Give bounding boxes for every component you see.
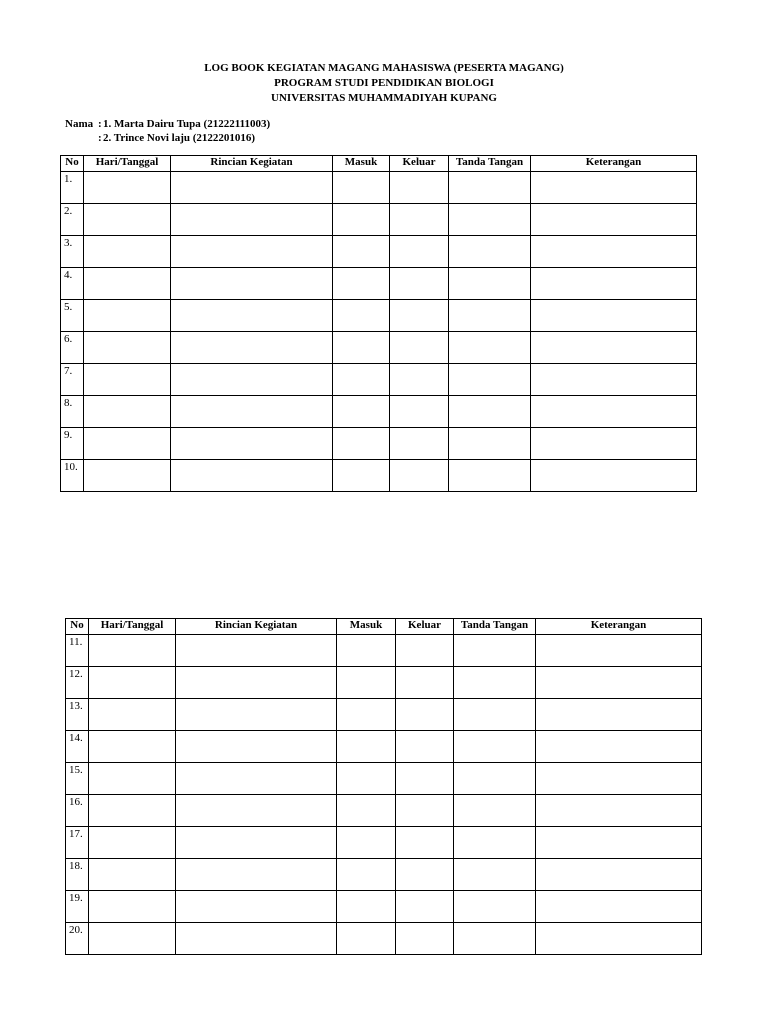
logbook-table-2 [65, 618, 702, 955]
table-row [61, 364, 697, 396]
cell-out [390, 364, 449, 396]
table-row [61, 332, 697, 364]
cell-activity [176, 635, 337, 667]
row-number: 11. [66, 635, 89, 667]
table-header-row [61, 156, 697, 172]
cell-in [333, 396, 390, 428]
cell-date [84, 428, 171, 460]
cell-activity [176, 763, 337, 795]
col-header-in: Masuk [333, 156, 390, 172]
cell-in [337, 923, 396, 955]
col-header-out: Keluar [396, 619, 454, 635]
cell-activity [176, 923, 337, 955]
cell-out [396, 891, 454, 923]
col-header-activity: Rincian Kegiatan [176, 619, 337, 635]
cell-date [89, 731, 176, 763]
row-number: 6. [61, 332, 84, 364]
cell-activity [171, 428, 333, 460]
table-row [61, 460, 697, 492]
cell-in [333, 172, 390, 204]
col-header-date: Hari/Tanggal [89, 619, 176, 635]
table-row [61, 268, 697, 300]
student-line-1 [65, 117, 270, 131]
cell-in [337, 699, 396, 731]
cell-notes [536, 731, 702, 763]
cell-in [333, 428, 390, 460]
cell-signature [454, 795, 536, 827]
cell-signature [454, 827, 536, 859]
cell-out [396, 667, 454, 699]
cell-signature [454, 763, 536, 795]
cell-in [333, 204, 390, 236]
header-program: PROGRAM STUDI PENDIDIKAN BIOLOGI [274, 77, 494, 89]
cell-signature [449, 268, 531, 300]
nama-label: Nama [65, 118, 94, 130]
cell-activity [176, 795, 337, 827]
row-number: 20. [66, 923, 89, 955]
cell-notes [531, 332, 697, 364]
cell-activity [176, 891, 337, 923]
cell-out [396, 763, 454, 795]
cell-date [84, 236, 171, 268]
cell-date [89, 795, 176, 827]
table-row [66, 827, 702, 859]
cell-in [333, 236, 390, 268]
cell-activity [171, 332, 333, 364]
cell-activity [171, 268, 333, 300]
cell-out [396, 731, 454, 763]
header-title: LOG BOOK KEGIATAN MAGANG MAHASISWA (PESERTA MAGANG) [204, 62, 564, 74]
cell-notes [531, 460, 697, 492]
cell-notes [531, 268, 697, 300]
row-number: 18. [66, 859, 89, 891]
table-row [66, 891, 702, 923]
cell-activity [171, 204, 333, 236]
cell-notes [536, 667, 702, 699]
col-header-no: No [61, 156, 84, 172]
cell-in [337, 827, 396, 859]
cell-in [337, 763, 396, 795]
cell-out [390, 172, 449, 204]
row-number: 4. [61, 268, 84, 300]
col-header-activity: Rincian Kegiatan [171, 156, 333, 172]
cell-notes [536, 859, 702, 891]
table-row [61, 396, 697, 428]
cell-date [84, 364, 171, 396]
cell-out [396, 699, 454, 731]
cell-date [89, 923, 176, 955]
col-header-out: Keluar [390, 156, 449, 172]
col-header-notes: Keterangan [536, 619, 702, 635]
cell-out [396, 635, 454, 667]
table-row [66, 635, 702, 667]
cell-activity [171, 396, 333, 428]
cell-out [390, 300, 449, 332]
cell-signature [449, 236, 531, 268]
cell-notes [531, 204, 697, 236]
col-header-date: Hari/Tanggal [84, 156, 171, 172]
table-row [61, 236, 697, 268]
table-row [66, 763, 702, 795]
cell-date [84, 204, 171, 236]
col-header-notes: Keterangan [531, 156, 697, 172]
row-number: 15. [66, 763, 89, 795]
cell-notes [531, 364, 697, 396]
cell-date [84, 396, 171, 428]
cell-activity [171, 236, 333, 268]
cell-notes [536, 891, 702, 923]
cell-date [89, 891, 176, 923]
row-number: 10. [61, 460, 84, 492]
row-number: 1. [61, 172, 84, 204]
cell-activity [171, 364, 333, 396]
cell-signature [454, 731, 536, 763]
cell-date [84, 460, 171, 492]
row-number: 8. [61, 396, 84, 428]
row-number: 12. [66, 667, 89, 699]
cell-signature [449, 300, 531, 332]
col-header-no: No [66, 619, 89, 635]
cell-signature [454, 667, 536, 699]
cell-in [337, 891, 396, 923]
row-number: 5. [61, 300, 84, 332]
cell-notes [531, 300, 697, 332]
cell-date [84, 268, 171, 300]
logbook-table-1 [60, 155, 697, 492]
student-line-2 [65, 131, 270, 145]
student-list [65, 117, 270, 145]
cell-notes [536, 923, 702, 955]
row-number: 17. [66, 827, 89, 859]
cell-out [390, 460, 449, 492]
cell-notes [531, 396, 697, 428]
cell-signature [454, 699, 536, 731]
cell-out [390, 428, 449, 460]
cell-activity [176, 667, 337, 699]
cell-out [396, 795, 454, 827]
table-row [66, 923, 702, 955]
cell-date [89, 699, 176, 731]
cell-date [84, 300, 171, 332]
table-header-row [66, 619, 702, 635]
cell-date [84, 172, 171, 204]
cell-signature [454, 923, 536, 955]
table-row [66, 667, 702, 699]
cell-activity [176, 859, 337, 891]
cell-activity [176, 827, 337, 859]
cell-date [89, 827, 176, 859]
cell-date [89, 763, 176, 795]
cell-in [333, 268, 390, 300]
cell-out [390, 396, 449, 428]
cell-in [337, 667, 396, 699]
table-row [61, 300, 697, 332]
cell-signature [449, 364, 531, 396]
nama-separator-2: : [98, 132, 102, 144]
cell-notes [531, 428, 697, 460]
row-number: 7. [61, 364, 84, 396]
cell-activity [171, 172, 333, 204]
table-row [66, 731, 702, 763]
row-number: 3. [61, 236, 84, 268]
cell-signature [449, 428, 531, 460]
cell-date [89, 667, 176, 699]
nama-separator: : [98, 118, 102, 130]
row-number: 2. [61, 204, 84, 236]
header-university: UNIVERSITAS MUHAMMADIYAH KUPANG [271, 92, 497, 104]
cell-notes [531, 172, 697, 204]
cell-in [333, 332, 390, 364]
cell-notes [536, 795, 702, 827]
cell-signature [454, 891, 536, 923]
cell-out [390, 236, 449, 268]
cell-out [396, 859, 454, 891]
nama-label-blank [65, 131, 98, 145]
document-header [0, 61, 768, 106]
row-number: 14. [66, 731, 89, 763]
cell-notes [536, 763, 702, 795]
student-name-2: 2. Trince Novi laju (2122201016) [103, 132, 256, 144]
table-row [66, 795, 702, 827]
cell-out [390, 332, 449, 364]
cell-out [390, 268, 449, 300]
cell-date [89, 635, 176, 667]
cell-in [333, 300, 390, 332]
cell-signature [449, 204, 531, 236]
cell-signature [454, 635, 536, 667]
cell-signature [449, 460, 531, 492]
table-row [61, 172, 697, 204]
cell-out [396, 923, 454, 955]
row-number: 9. [61, 428, 84, 460]
cell-in [337, 635, 396, 667]
cell-out [390, 204, 449, 236]
col-header-signature: Tanda Tangan [449, 156, 531, 172]
cell-signature [449, 172, 531, 204]
row-number: 19. [66, 891, 89, 923]
cell-signature [449, 396, 531, 428]
cell-notes [536, 635, 702, 667]
student-name-1: 1. Marta Dairu Tupa (21222111003) [103, 118, 271, 130]
cell-in [337, 731, 396, 763]
cell-notes [536, 699, 702, 731]
cell-in [337, 859, 396, 891]
cell-signature [449, 332, 531, 364]
row-number: 16. [66, 795, 89, 827]
table-row [66, 699, 702, 731]
col-header-in: Masuk [337, 619, 396, 635]
cell-activity [176, 731, 337, 763]
cell-out [396, 827, 454, 859]
cell-in [333, 364, 390, 396]
table-row [66, 859, 702, 891]
cell-in [333, 460, 390, 492]
cell-activity [171, 460, 333, 492]
cell-activity [176, 699, 337, 731]
cell-signature [454, 859, 536, 891]
cell-date [89, 859, 176, 891]
cell-in [337, 795, 396, 827]
cell-notes [531, 236, 697, 268]
cell-date [84, 332, 171, 364]
table-row [61, 428, 697, 460]
row-number: 13. [66, 699, 89, 731]
cell-activity [171, 300, 333, 332]
col-header-signature: Tanda Tangan [454, 619, 536, 635]
table-row [61, 204, 697, 236]
cell-notes [536, 827, 702, 859]
